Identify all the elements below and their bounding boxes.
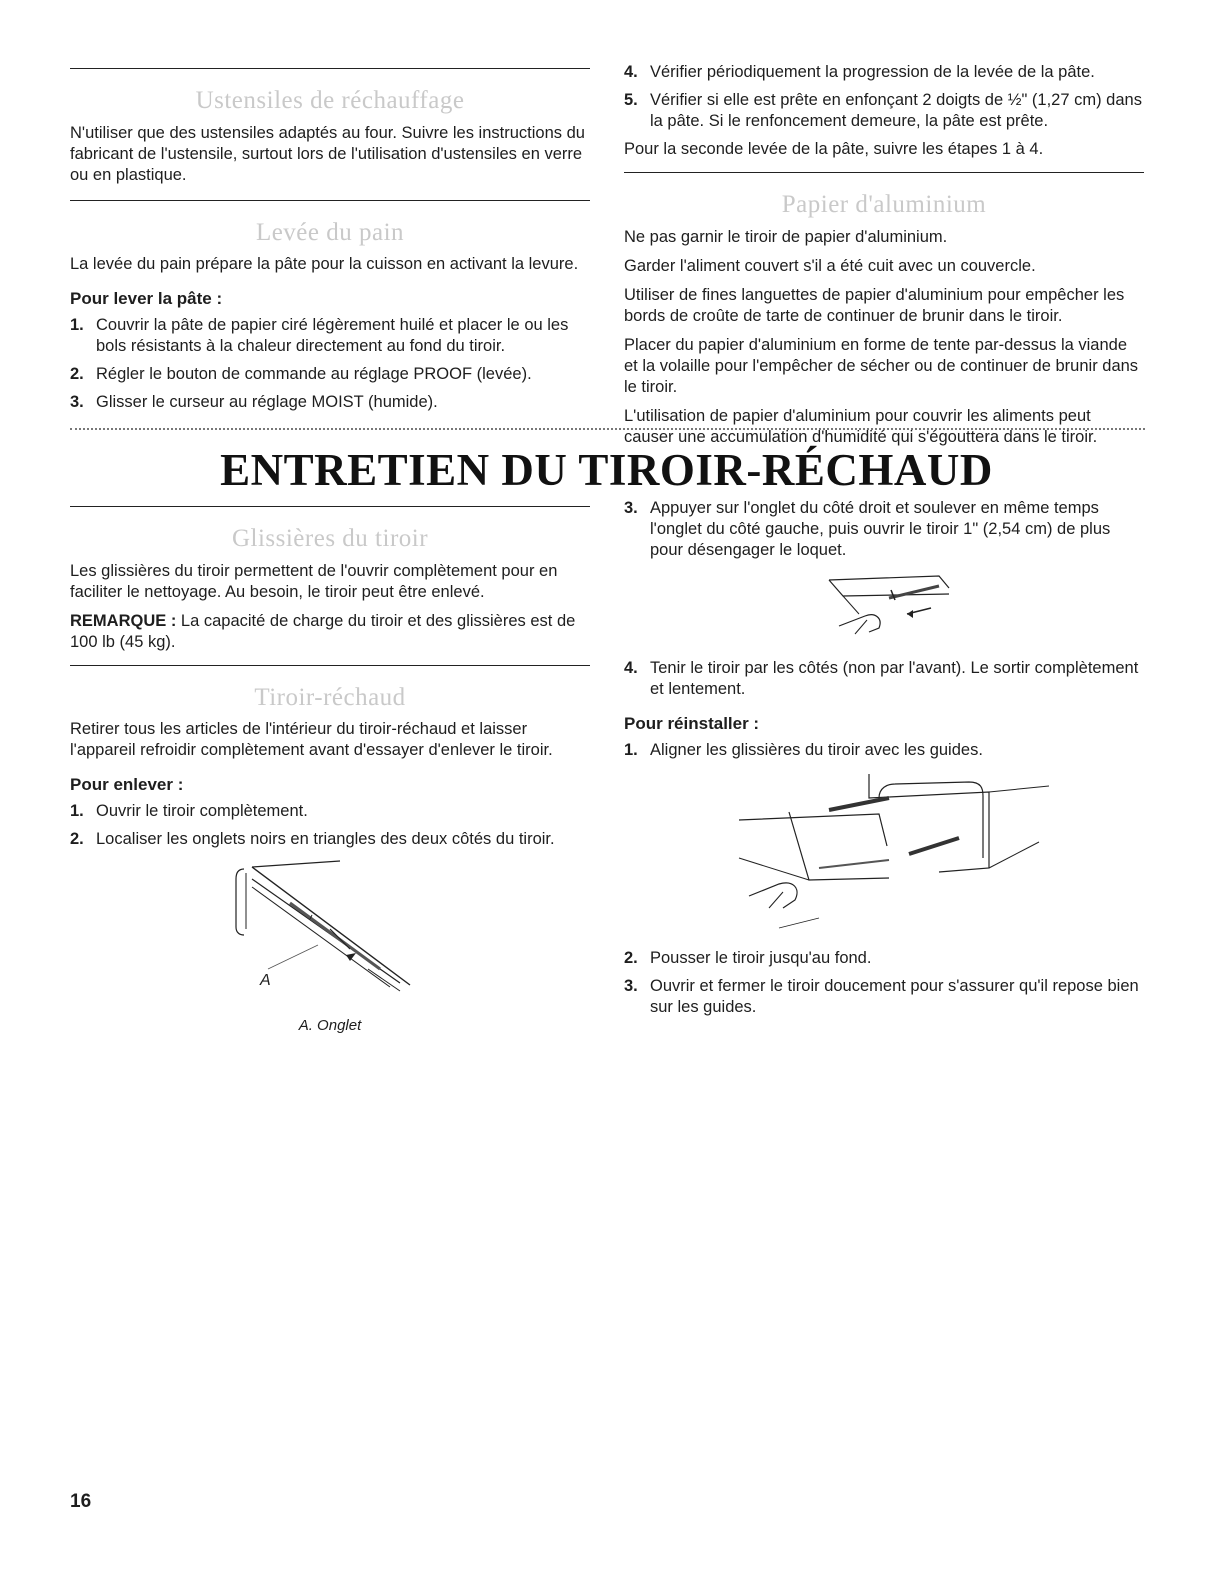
- papier-paragraph: Utiliser de fines languettes de papier d'aluminium pour empêcher les bords de croûte de tarte de continuer de brunir dans le tiroir.: [624, 285, 1125, 325]
- step-number: 1.: [70, 802, 84, 820]
- step-number: 1.: [624, 741, 638, 759]
- enlever-steps: [70, 801, 590, 850]
- step-number: 4.: [624, 63, 638, 81]
- page-number: 16: [70, 1491, 92, 1512]
- step-text: Localiser les onglets noirs en triangles des deux côtés du tiroir.: [96, 830, 555, 848]
- list-item: [70, 364, 590, 385]
- figure-label: A: [260, 972, 271, 989]
- second-rise-text: Pour la seconde levée de la pâte, suivre les étapes 1 à 4.: [624, 140, 1044, 158]
- step-text: Aligner les glissières du tiroir avec les guides.: [650, 741, 983, 759]
- section-title-glissieres: Glissières du tiroir: [231, 525, 429, 552]
- section-rule: [624, 172, 1144, 173]
- step-number: 2.: [70, 365, 84, 383]
- section-rule: [70, 68, 590, 69]
- step-text: Pousser le tiroir jusqu'au fond.: [650, 949, 872, 967]
- step-number: 3.: [624, 499, 638, 517]
- enlever-steps-final: [624, 658, 1144, 700]
- papier-paragraph: Placer du papier d'aluminium en forme de tente par-dessus la viande et la volaille pour l'empêcher de sécher ou de continuer de brunir dans le tiroir.: [624, 335, 1139, 396]
- drawer-reinstall-illustration: [719, 768, 1049, 938]
- list-item: [624, 740, 1144, 761]
- drawer-latch-illustration: [799, 568, 969, 648]
- enlever-subheading: Pour enlever :: [70, 775, 184, 794]
- top-left-column: [70, 68, 590, 420]
- step-text: Vérifier périodiquement la progression de la levée de la pâte.: [650, 63, 1095, 81]
- list-item: [624, 62, 1144, 83]
- section-title-levee: Levée du pain: [255, 218, 405, 246]
- step-number: 4.: [624, 659, 638, 677]
- section-title-ustensiles: Ustensiles de réchauffage: [195, 87, 465, 114]
- step-text: Ouvrir le tiroir complètement.: [96, 802, 308, 820]
- bottom-right-column: [624, 498, 1144, 1025]
- top-right-column: [624, 62, 1144, 456]
- reinstaller-steps: [624, 740, 1144, 761]
- step-text: Appuyer sur l'onglet du côté droit et soulever en même temps l'onglet du côté gauche, puis ouvrir le tiroir 1" (2,54 cm) de plus pour désengager le loquet.: [650, 499, 1111, 559]
- list-item: [624, 498, 1144, 561]
- drawer-tab-illustration: [230, 857, 430, 1007]
- list-item: [624, 90, 1144, 132]
- list-item: [70, 829, 590, 850]
- bottom-left-column: [70, 506, 590, 1034]
- list-item: [624, 948, 1144, 969]
- list-item: [70, 392, 590, 413]
- note-label: REMARQUE :: [70, 611, 177, 630]
- ustensiles-text: N'utiliser que des ustensiles adaptés au four. Suivre les instructions du fabricant de l'ustensile, surtout lors de l'utilisation d'ustensiles en verre ou en plastique.: [70, 123, 585, 184]
- glissieres-note: [70, 611, 590, 653]
- step-text: Ouvrir et fermer le tiroir doucement pour s'assurer qu'il repose bien sur les guides.: [650, 977, 1139, 1016]
- list-item: [70, 315, 590, 357]
- step-number: 5.: [624, 91, 638, 109]
- step-text: Glisser le curseur au réglage MOIST (humide).: [96, 393, 438, 411]
- page-title: ENTRETIEN DU TIROIR-RÉCHAUD: [220, 445, 993, 495]
- note-text: La capacité de charge du tiroir et des glissières est de 100 lb (45 kg).: [70, 611, 576, 651]
- section-title-papier: Papier d'aluminium: [781, 191, 987, 218]
- list-item: [624, 658, 1144, 700]
- enlever-steps-continued: [624, 498, 1144, 561]
- step-number: 2.: [624, 949, 638, 967]
- section-rule: [70, 506, 590, 507]
- step-text: Tenir le tiroir par les côtés (non par l'avant). Le sortir complètement et lentement.: [650, 659, 1139, 698]
- glissieres-text: Les glissières du tiroir permettent de l'ouvrir complètement pour en faciliter le nettoyage. Au besoin, le tiroir peut être enlevé.: [70, 561, 558, 601]
- dotted-separator: [70, 428, 1145, 430]
- figure-caption: A. Onglet: [298, 1017, 362, 1034]
- papier-paragraph: Ne pas garnir le tiroir de papier d'aluminium.: [624, 227, 948, 246]
- step-number: 2.: [70, 830, 84, 848]
- step-text: Couvrir la pâte de papier ciré légèrement huilé et placer le ou les bols résistants à la chaleur directement au fond du tiroir.: [96, 316, 569, 355]
- step-number: 3.: [70, 393, 84, 411]
- levee-steps-continued: [624, 62, 1144, 132]
- list-item: [624, 976, 1144, 1018]
- reinstaller-subheading: Pour réinstaller :: [624, 714, 760, 733]
- section-rule: [70, 200, 590, 201]
- step-number: 3.: [624, 977, 638, 995]
- section-title-tiroir: Tiroir-réchaud: [254, 683, 406, 711]
- levee-subheading: Pour lever la pâte :: [70, 289, 223, 308]
- step-number: 1.: [70, 316, 84, 334]
- step-text: Régler le bouton de commande au réglage PROOF (levée).: [96, 365, 532, 383]
- levee-text: La levée du pain prépare la pâte pour la cuisson en activant la levure.: [70, 255, 579, 273]
- step-text: Vérifier si elle est prête en enfonçant 2 doigts de ½" (1,27 cm) dans la pâte. Si le renfoncement demeure, la pâte est prête.: [650, 91, 1142, 130]
- tiroir-text: Retirer tous les articles de l'intérieur du tiroir-réchaud et laisser l'appareil refroidir complètement avant d'essayer d'enlever le tiroir.: [70, 720, 553, 759]
- section-rule: [70, 665, 590, 666]
- papier-paragraph: L'utilisation de papier d'aluminium pour couvrir les aliments peut causer une accumulation d'humidité qui s'égouttera dans le tiroir.: [624, 406, 1098, 446]
- papier-paragraph: Garder l'aliment couvert s'il a été cuit avec un couvercle.: [624, 256, 1036, 275]
- reinstaller-steps-continued: [624, 948, 1144, 1018]
- levee-steps: [70, 315, 590, 413]
- list-item: [70, 801, 590, 822]
